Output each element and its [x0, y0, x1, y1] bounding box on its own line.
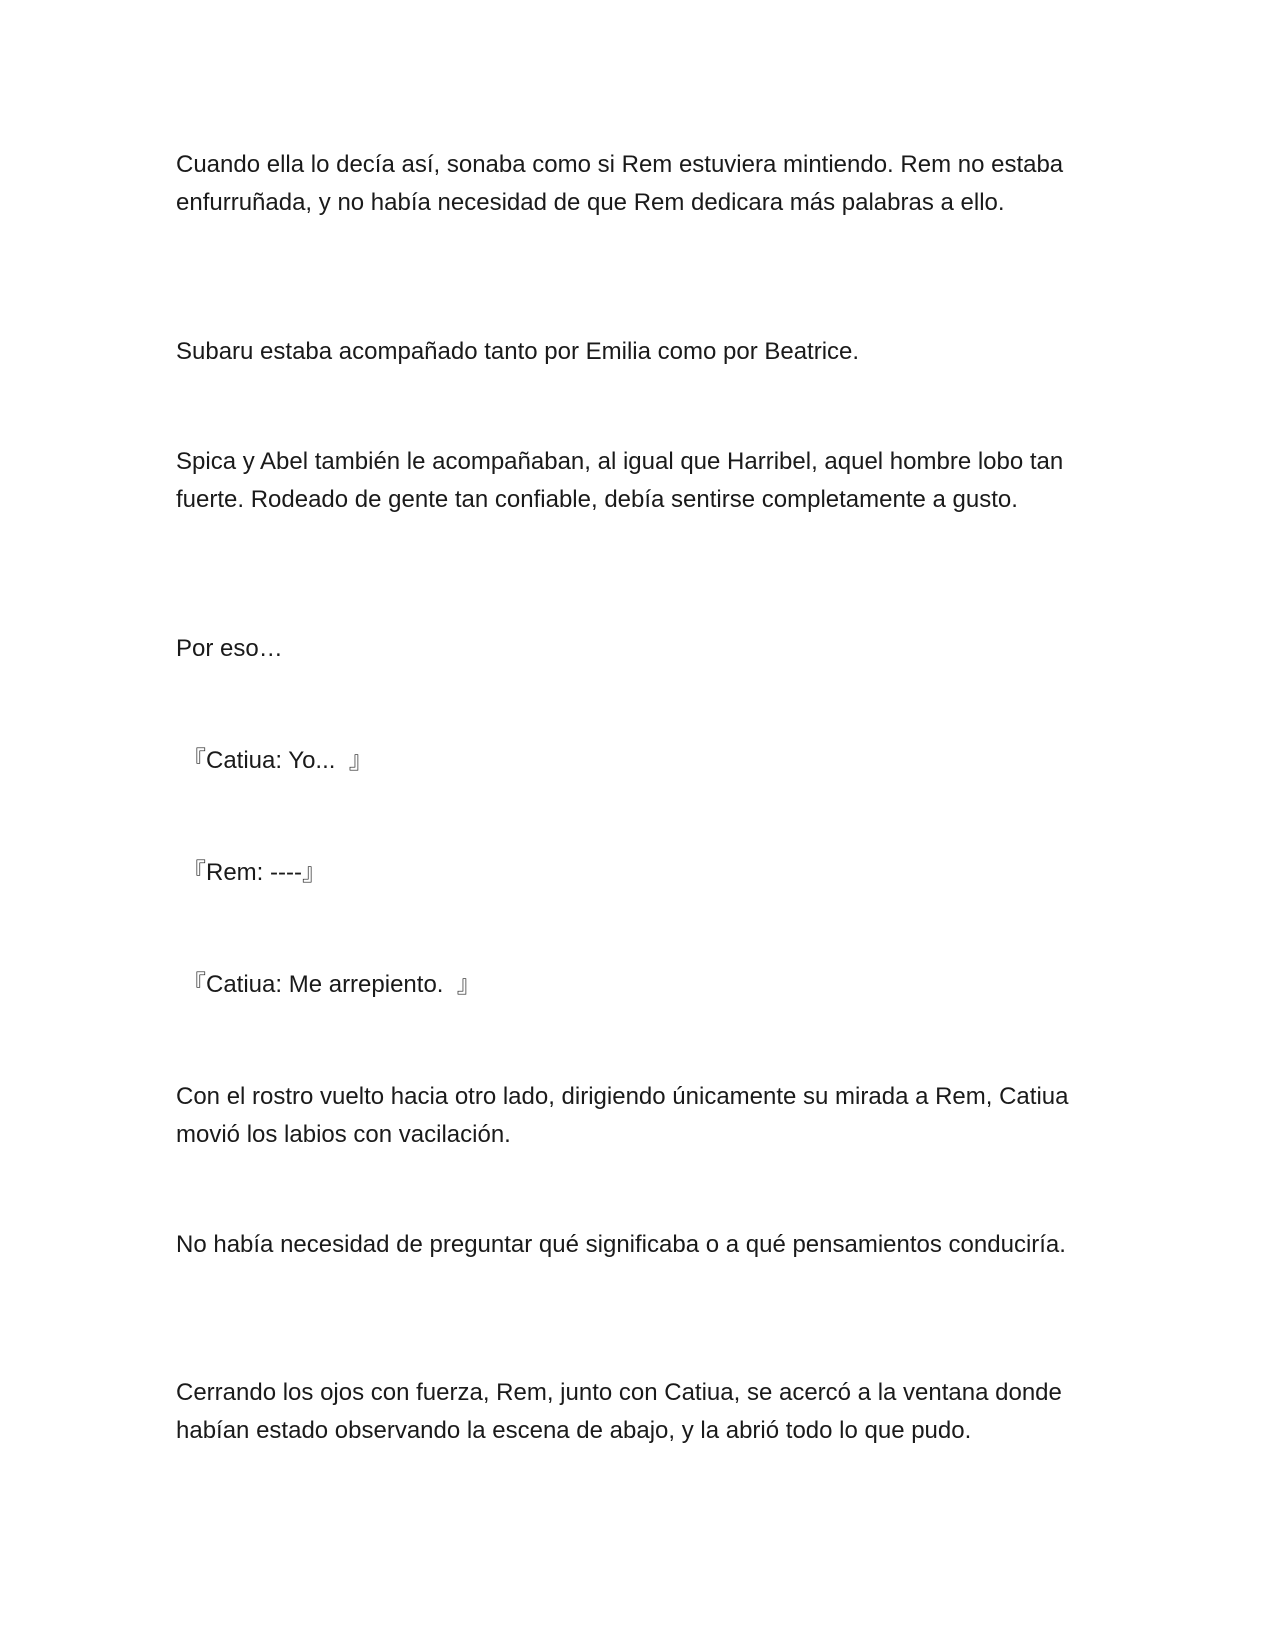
paragraph-subaru-company: Subaru estaba acompañado tanto por Emilia como por Beatrice. [176, 338, 860, 365]
paragraph-no-need-to-ask: No había necesidad de preguntar qué significaba o a qué pensamientos conduciría. [176, 1231, 1066, 1258]
paragraph-window-open: Cerrando los ojos con fuerza, Rem, junto con Catiua, se acercó a la ventana donde habían estado observando la escena de abajo, y la abrió todo lo que pudo. [176, 1379, 1062, 1444]
paragraph-catiua-lips: Con el rostro vuelto hacia otro lado, dirigiendo únicamente su mirada a Rem, Catiua movió los labios con vacilación. [176, 1083, 1069, 1148]
dialogue-line-rem: 『Rem: ----』 [182, 859, 326, 886]
dialogue-line-catiua-yo: 『Catiua: Yo... 』 [182, 747, 373, 774]
dialogue-line-catiua-regret: 『Catiua: Me arrepiento. 』 [182, 971, 481, 998]
paragraph-por-eso: Por eso… [176, 635, 283, 662]
paragraph-rem-sulking: Cuando ella lo decía así, sonaba como si Rem estuviera mintiendo. Rem no estaba enfurruñada, y no había necesidad de que Rem dedicara más palabras a ello. [176, 151, 1064, 216]
paragraph-companions: Spica y Abel también le acompañaban, al igual que Harribel, aquel hombre lobo tan fuerte. Rodeado de gente tan confiable, debía sentirse completamente a gusto. [176, 448, 1064, 513]
